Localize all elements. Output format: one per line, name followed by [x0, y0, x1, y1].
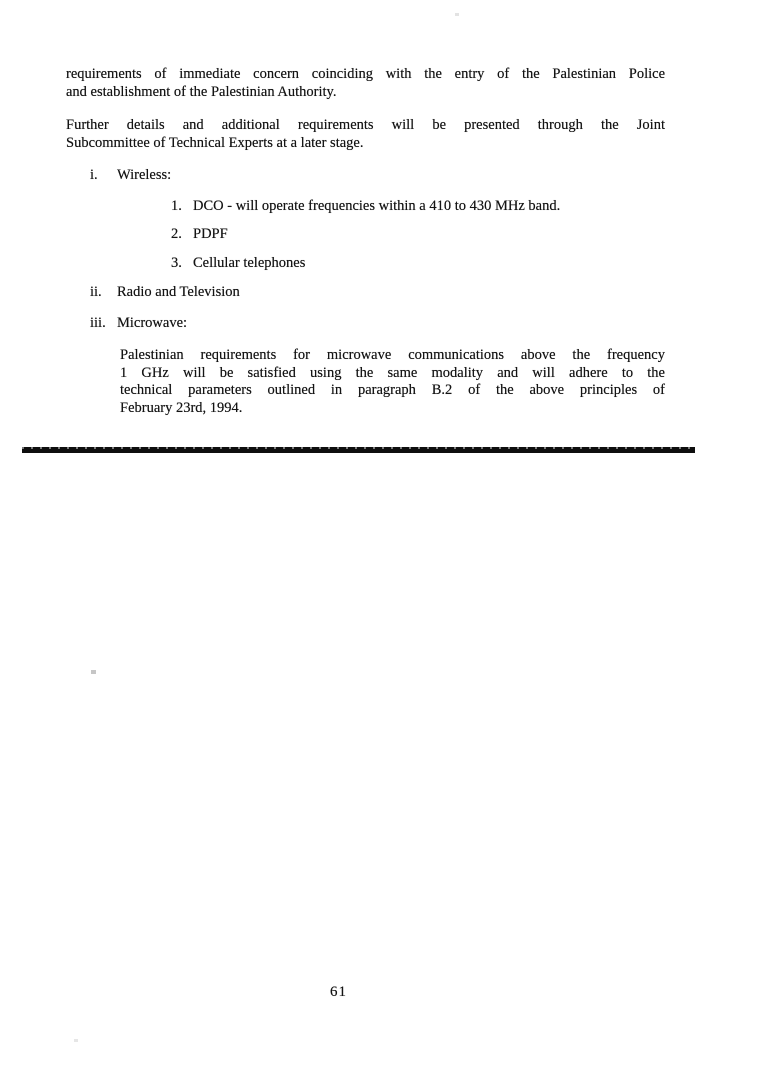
text-line: February 23rd, 1994.	[120, 399, 243, 416]
list-marker: i.	[90, 167, 98, 183]
paragraph-intro	[66, 65, 665, 101]
list-label: Radio and Television	[117, 284, 240, 300]
scan-artifact-speck	[74, 1039, 78, 1042]
horizontal-rule-divider	[22, 447, 695, 453]
list-label: Cellular telephones	[193, 255, 306, 271]
paragraph-further-details	[66, 116, 665, 152]
list-item-microwave	[90, 314, 187, 332]
list-label: Microwave:	[117, 315, 188, 331]
text-line: Subcommittee of Technical Experts at a later stage.	[66, 135, 364, 151]
sublist-item-cellular	[171, 254, 305, 272]
list-marker: 2.	[171, 226, 182, 242]
list-marker: ii.	[90, 284, 102, 300]
sublist-item-pdpf	[171, 225, 228, 243]
paragraph-microwave-details	[120, 347, 665, 417]
scan-artifact-speck	[455, 13, 459, 16]
text-line: and establishment of the Palestinian Authority.	[66, 84, 337, 100]
list-marker: 3.	[171, 255, 182, 271]
sublist-item-dco	[171, 197, 560, 215]
text-line: requirements of immediate concern coinciding with the entry of the Palestinian Police	[66, 66, 665, 82]
text-line: Palestinian requirements for microwave communications above the frequency	[120, 347, 665, 363]
list-label: Wireless:	[117, 167, 172, 183]
list-label: DCO - will operate frequencies within a 410 to 430 MHz band.	[193, 198, 561, 214]
text-line: 1 GHz will be satisfied using the same modality and will adhere to the	[120, 364, 665, 381]
list-item-radio-tv	[90, 283, 240, 301]
scan-artifact-speck	[91, 670, 96, 674]
page-number: 61	[330, 984, 347, 1000]
list-label: PDPF	[193, 226, 228, 242]
list-item-wireless	[90, 166, 171, 184]
list-marker: 1.	[171, 198, 182, 214]
text-line: technical parameters outlined in paragraph B.2 of the above principles of	[120, 382, 665, 398]
list-marker: iii.	[90, 315, 106, 331]
text-line: Further details and additional requirements will be presented through the Joint	[66, 117, 665, 133]
